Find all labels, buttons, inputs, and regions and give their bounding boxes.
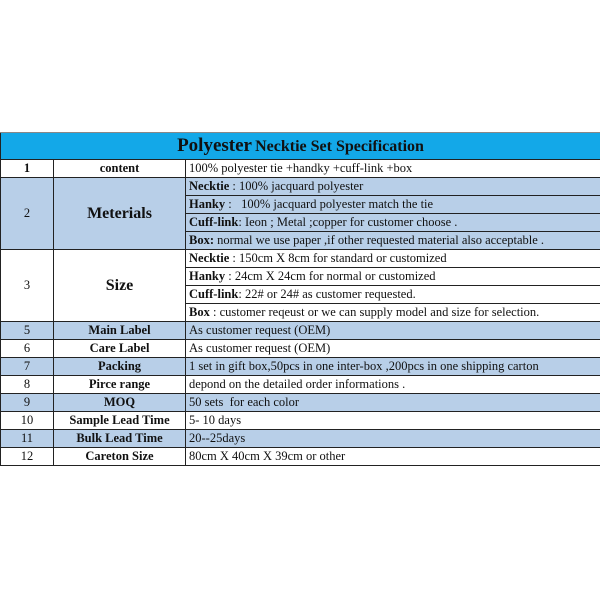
row-number: 6: [1, 340, 54, 358]
table-row: [1, 250, 600, 268]
row-label: Sample Lead Time: [54, 412, 186, 430]
table-row: [1, 340, 600, 358]
row-value: 80cm X 40cm X 39cm or other: [186, 448, 600, 466]
row-label: Main Label: [54, 322, 186, 340]
table-title: [1, 133, 600, 160]
sub-item: [186, 268, 600, 286]
row-number: 8: [1, 376, 54, 394]
sub-text: customer reqeust or we can supply model and size for selection.: [219, 305, 540, 319]
table-row: [1, 160, 600, 178]
sub-text: 100% jacquard polyester: [239, 179, 364, 193]
sub-item: [186, 178, 600, 196]
row-number: 12: [1, 448, 54, 466]
row-number: 1: [1, 160, 54, 178]
row-label: Pirce range: [54, 376, 186, 394]
sub-key: Box:: [189, 233, 214, 247]
row-label: Care Label: [54, 340, 186, 358]
sub-key: Cuff-link: [189, 287, 239, 301]
row-number: 5: [1, 322, 54, 340]
title-part2: Necktie Set Specification: [255, 137, 424, 155]
table-row: [1, 358, 600, 376]
sub-key: Cuff-link: [189, 215, 239, 229]
title-part1: Polyester: [177, 134, 252, 156]
sub-sep: :: [229, 251, 239, 265]
table-row: [1, 412, 600, 430]
row-number: 9: [1, 394, 54, 412]
row-number: 10: [1, 412, 54, 430]
row-label: content: [54, 160, 186, 178]
table-row: [1, 430, 600, 448]
row-label: Meterials: [54, 178, 186, 250]
spec-table: [0, 132, 600, 466]
sub-text: 22# or 24# as customer requested.: [244, 287, 416, 301]
sub-item: [186, 286, 600, 304]
row-value: 1 set in gift box,50pcs in one inter-box ,200pcs in one shipping carton: [186, 358, 600, 376]
row-value: 50 sets for each color: [186, 394, 600, 412]
row-value: depond on the detailed order informations .: [186, 376, 600, 394]
row-value: 20--25days: [186, 430, 600, 448]
row-value: As customer request (OEM): [186, 340, 600, 358]
row-label: Careton Size: [54, 448, 186, 466]
row-number: 2: [1, 178, 54, 250]
row-label: Size: [54, 250, 186, 322]
table-row: [1, 178, 600, 196]
sub-sep: :: [225, 269, 235, 283]
sub-sep: :: [229, 179, 239, 193]
sub-item: [186, 250, 600, 268]
row-value: As customer request (OEM): [186, 322, 600, 340]
sub-item: [186, 304, 600, 322]
sub-text: 24cm X 24cm for normal or customized: [234, 269, 436, 283]
row-number: 3: [1, 250, 54, 322]
title-row: [1, 133, 600, 160]
sub-sep: :: [225, 197, 242, 211]
table-row: [1, 448, 600, 466]
table-row: [1, 376, 600, 394]
table-row: [1, 322, 600, 340]
sub-sep: :: [209, 305, 220, 319]
sub-text: Ieon ; Metal ;copper for customer choose .: [244, 215, 458, 229]
sub-item: [186, 196, 600, 214]
sub-key: Necktie: [189, 251, 230, 265]
table-row: [1, 394, 600, 412]
sub-sep: :: [238, 287, 245, 301]
sub-text: normal we use paper ,if other requested material also acceptable .: [217, 233, 545, 247]
sub-text: 150cm X 8cm for standard or customized: [239, 251, 447, 265]
row-value: 5- 10 days: [186, 412, 600, 430]
row-label: Bulk Lead Time: [54, 430, 186, 448]
row-value: 100% polyester tie +handky +cuff-link +box: [186, 160, 600, 178]
row-number: 7: [1, 358, 54, 376]
sub-sep: :: [238, 215, 245, 229]
sub-key: Hanky: [189, 197, 226, 211]
row-label: Packing: [54, 358, 186, 376]
sub-text: 100% jacquard polyester match the tie: [241, 197, 434, 211]
sub-key: Necktie: [189, 179, 230, 193]
sub-item: [186, 232, 600, 250]
sub-key: Hanky: [189, 269, 226, 283]
row-label: MOQ: [54, 394, 186, 412]
row-number: 11: [1, 430, 54, 448]
sub-item: [186, 214, 600, 232]
sub-key: Box: [189, 305, 210, 319]
